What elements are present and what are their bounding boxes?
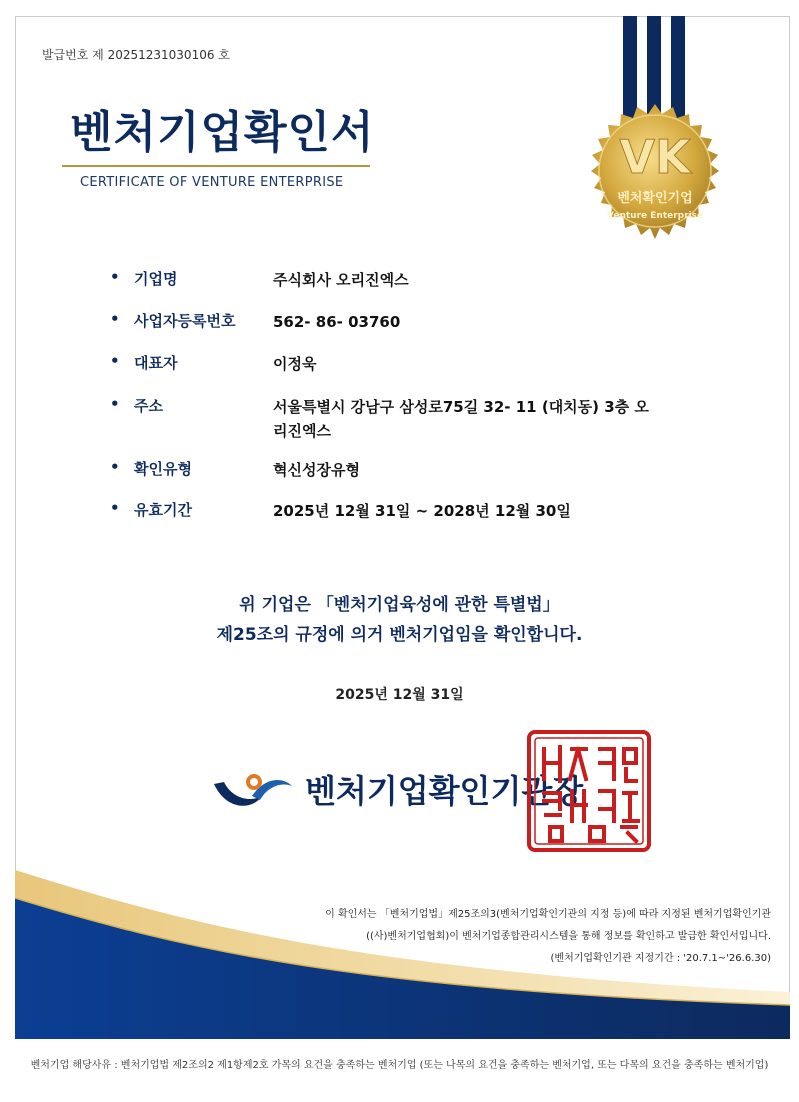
medal-text-ko: 벤처확인기업 <box>617 191 693 206</box>
venture-medal-icon <box>574 90 736 252</box>
field-label: 확인유형 <box>134 460 192 478</box>
medal-logo-letters: VK <box>619 130 691 184</box>
issue-date: 2025년 12월 31일 <box>335 687 464 703</box>
field-value: 이정욱 <box>273 355 317 373</box>
medal-text-en: Venture Enterprise <box>606 211 704 221</box>
field-value: 주식회사 오리진엑스 <box>273 271 409 289</box>
certificate-title: 벤처기업확인서 <box>70 107 375 158</box>
statement-line-1: 위 기업은 「벤처기업육성에 관한 특별법」 <box>239 595 560 615</box>
bullet: • <box>110 310 120 328</box>
bullet: • <box>110 395 120 413</box>
statement-line-2: 제25조의 규정에 의거 벤처기업임을 확인합니다. <box>216 625 583 645</box>
issuer-logo-icon <box>212 770 294 810</box>
field-label: 유효기간 <box>134 501 192 519</box>
title-divider <box>62 165 370 167</box>
field-value: 562- 86- 03760 <box>273 313 401 331</box>
footnote-line-1: 이 확인서는 「벤처기업법」제25조의3(벤처기업확인기관의 지정 등)에 따라 지정된 벤처기업확인기관 <box>325 909 771 920</box>
seal-text: 벤처기업확인기관장인 <box>584 795 594 796</box>
bullet: • <box>110 268 120 286</box>
field-value: 2025년 12월 31일 ~ 2028년 12월 30일 <box>273 502 571 520</box>
issue-number: 발급번호 제 20251231030106 호 <box>42 48 230 62</box>
address-line-1: 서울특별시 강남구 삼성로75길 32- 11 (대치동) 3층 오 <box>273 398 649 416</box>
venture-eligibility-reason: 벤처기업 해당사유 : 벤처기업법 제2조의2 제1항제2호 가목의 요건을 충족하는 벤처기업 (또는 나목의 요건을 충족하는 벤처기업, 또는 다목의 요건을 충족하는 벤처기업) <box>30 1060 769 1071</box>
field-value: 혁신성장유형 <box>273 461 360 479</box>
bullet: • <box>110 458 120 476</box>
address-line-2: 리진엑스 <box>273 422 331 440</box>
footnote-line-2: ((사)벤처기업협회)이 벤처기업종합관리시스템을 통해 정보를 확인하고 발급한 확인서입니다. <box>366 931 771 942</box>
field-label: 기업명 <box>134 270 178 288</box>
field-label: 대표자 <box>134 354 178 372</box>
certificate-footnotes <box>325 904 771 970</box>
field-label: 사업자등록번호 <box>134 312 236 330</box>
field-value <box>273 395 693 443</box>
official-seal-icon <box>526 729 652 853</box>
bullet: • <box>110 352 120 370</box>
bullet: • <box>110 499 120 517</box>
issuer-name: 벤처기업확인기관장 <box>305 772 584 810</box>
field-label: 주소 <box>134 397 163 415</box>
certificate-subtitle: CERTIFICATE OF VENTURE ENTERPRISE <box>80 175 344 190</box>
footnote-line-3: (벤처기업확인기관 지정기간 : '20.7.1~'26.6.30) <box>550 953 771 964</box>
